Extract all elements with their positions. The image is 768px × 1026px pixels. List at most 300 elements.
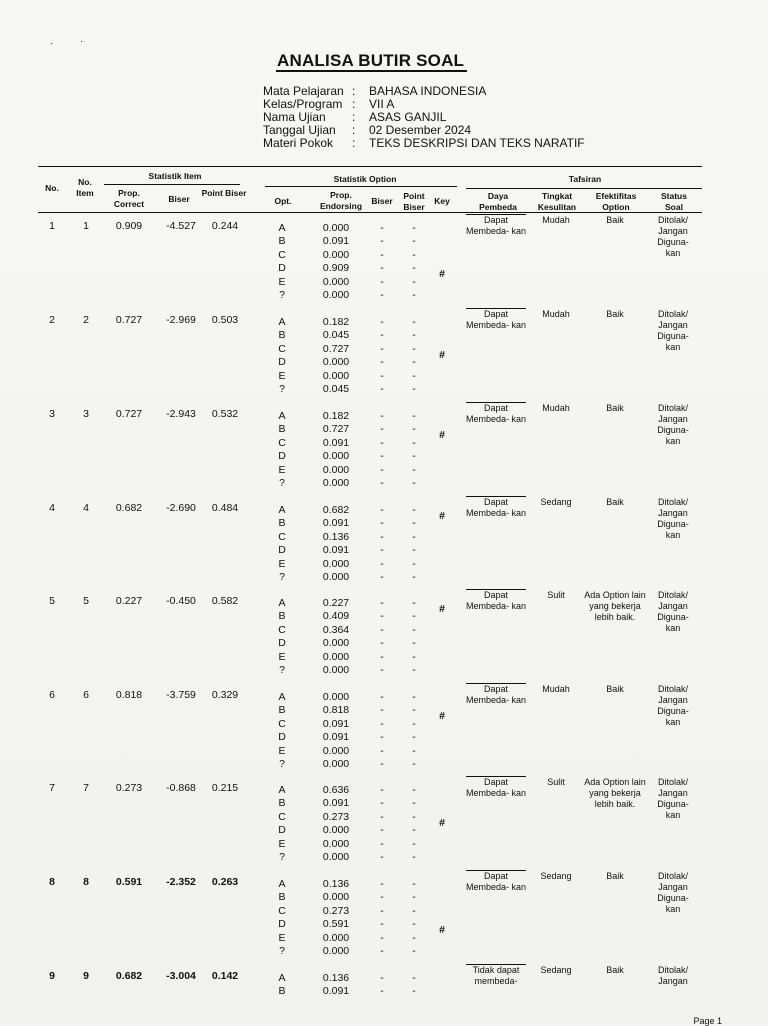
meta-label: Nama Ujian [263,110,326,124]
option-biser-value: - [380,530,384,543]
option-letter: B [278,235,286,248]
option-biser-value: - [380,731,384,744]
header-efektifitas-option: Efektifitas Option [595,191,637,212]
option-letter: ? [279,383,285,395]
daya-pembeda-text: Dapat Membeda- kan [465,497,527,518]
prop-endorsing-value: 0.000 [322,289,350,301]
point-biser-value: 0.484 [211,502,239,514]
option-point-biser-value: - [412,423,416,436]
option-biser-value: - [380,650,384,663]
status-soal-text: Ditolak/ Jangan Diguna- kan [657,871,689,914]
option-letter: A [278,878,286,890]
prop-endorsing-value: 0.227 [322,597,350,609]
row-item-no: 2 [83,314,89,326]
prop-endorsing-value: 0.000 [322,275,350,288]
option-point-biser-value: - [412,691,416,703]
option-letter: ? [279,758,285,770]
option-point-biser-value: - [412,248,416,261]
option-biser-value: - [380,837,384,850]
row-item-no: 1 [83,220,89,232]
point-biser-value: 0.532 [211,408,239,420]
option-biser-value: - [380,637,384,650]
prop-endorsing-value: 0.000 [322,650,350,663]
point-biser-value: 0.329 [211,689,239,701]
statistik-option-rule [265,186,457,187]
daya-pembeda-text: Dapat Membeda- kan [465,684,527,705]
biser-value: -0.450 [166,595,196,607]
tingkat-kesulitan-text: Sulit [547,777,565,787]
point-biser-value: 0.582 [211,595,239,607]
option-letter: D [278,544,286,557]
option-point-biser-value: - [412,731,416,744]
option-point-biser-value: - [412,356,416,369]
daya-pembeda-text: Dapat Membeda- kan [465,215,527,236]
prop-endorsing-value: 0.091 [322,436,350,449]
option-biser-value: - [380,610,384,623]
prop-endorsing-value: 0.136 [322,530,350,543]
tingkat-kesulitan-text: Sulit [547,590,565,600]
option-letter: B [278,329,286,342]
option-biser-value: - [380,557,384,570]
meta-label: Tanggal Ujian [263,123,336,137]
option-letter: A [278,504,286,516]
option-letter: E [278,650,286,663]
row-item-no: 4 [83,502,89,514]
option-letter: E [278,275,286,288]
status-soal-text: Ditolak/ Jangan [657,965,688,986]
meta-value: BAHASA INDONESIA [369,84,487,98]
prop-endorsing-value: 0.091 [322,731,350,744]
option-point-biser-value: - [412,810,416,823]
meta-colon: : [352,97,356,111]
option-point-biser-value: - [412,571,416,583]
option-biser-value: - [380,383,384,395]
status-soal-text: Ditolak/ Jangan Diguna- kan [657,497,689,540]
prop-correct-value: 0.727 [115,408,143,420]
prop-endorsing-value: 0.000 [322,945,350,957]
efektifitas-option-text: Baik [606,403,624,413]
option-point-biser-value: - [412,931,416,944]
option-point-biser-value: - [412,557,416,570]
header-tafsiran: Tafsiran [568,174,602,184]
scan-dot: · [50,38,54,49]
option-biser-value: - [380,356,384,369]
row-item-no: 5 [83,595,89,607]
prop-endorsing-value: 0.091 [322,717,350,730]
option-letter: C [278,717,286,730]
status-soal-text: Ditolak/ Jangan Diguna- kan [657,777,689,820]
option-letter: ? [279,664,285,676]
header-daya-pembeda: Daya Pembeda [479,191,517,212]
option-point-biser-value: - [412,878,416,890]
daya-pembeda-text: Dapat Membeda- kan [465,403,527,424]
row-no: 6 [49,689,55,701]
option-point-biser-value: - [412,383,416,395]
option-letter: B [278,517,286,530]
option-biser-value: - [380,222,384,234]
header-key: Key [434,196,450,206]
prop-endorsing-value: 0.000 [322,758,350,770]
prop-endorsing-value: 0.682 [322,504,350,516]
tingkat-kesulitan-text: Mudah [542,215,570,225]
meta-colon: : [352,110,356,124]
option-letter: D [278,824,286,837]
prop-endorsing-value: 0.000 [322,450,350,463]
prop-endorsing-value: 0.000 [322,744,350,757]
option-biser-value: - [380,544,384,557]
option-letter: C [278,248,286,261]
option-letter: E [278,744,286,757]
option-point-biser-value: - [412,436,416,449]
prop-endorsing-value: 0.273 [322,810,350,823]
option-point-biser-value: - [412,945,416,957]
meta-label: Mata Pelajaran [263,84,344,98]
option-letter: C [278,810,286,823]
biser-value: -2.352 [166,876,196,888]
option-point-biser-value: - [412,744,416,757]
option-letter: C [278,436,286,449]
option-letter: C [278,904,286,917]
option-biser-value: - [380,571,384,583]
option-point-biser-value: - [412,891,416,904]
option-biser-value: - [380,664,384,676]
header-opt-biser: Biser [371,196,393,206]
row-item-no: 7 [83,782,89,794]
option-biser-value: - [380,275,384,288]
option-point-biser-value: - [412,316,416,328]
option-letter: C [278,530,286,543]
option-letter: B [278,985,286,998]
option-point-biser-value: - [412,717,416,730]
key-mark: # [439,816,445,829]
option-point-biser-value: - [412,972,416,984]
prop-correct-value: 0.227 [115,595,143,607]
option-biser-value: - [380,597,384,609]
option-biser-value: - [380,784,384,796]
option-letter: ? [279,477,285,489]
option-point-biser-value: - [412,704,416,717]
option-letter: D [278,450,286,463]
prop-endorsing-value: 0.000 [322,824,350,837]
prop-endorsing-value: 0.136 [322,972,350,984]
tingkat-kesulitan-text: Mudah [542,684,570,694]
option-letter: D [278,356,286,369]
key-mark: # [439,710,445,723]
option-letter: B [278,891,286,904]
efektifitas-option-text: Baik [606,965,624,975]
row-item-no: 8 [83,876,89,888]
option-letter: ? [279,945,285,957]
prop-endorsing-value: 0.091 [322,797,350,810]
option-biser-value: - [380,504,384,516]
option-point-biser-value: - [412,650,416,663]
prop-endorsing-value: 0.273 [322,904,350,917]
daya-pembeda-text: Dapat Membeda- kan [465,871,527,892]
prop-correct-value: 0.273 [115,782,143,794]
title-underline [276,70,467,72]
prop-endorsing-value: 0.091 [322,517,350,530]
row-no: 5 [49,595,55,607]
option-point-biser-value: - [412,530,416,543]
biser-value: -4.527 [166,220,196,232]
page-title: ANALISA BUTIR SOAL [277,51,465,70]
prop-endorsing-value: 0.727 [322,423,350,436]
option-point-biser-value: - [412,504,416,516]
meta-label: Kelas/Program [263,97,343,111]
row-item-no: 6 [83,689,89,701]
option-letter: E [278,557,286,570]
option-point-biser-value: - [412,904,416,917]
point-biser-value: 0.244 [211,220,239,232]
option-biser-value: - [380,918,384,931]
table-top-rule [38,166,702,167]
option-biser-value: - [380,329,384,342]
option-biser-value: - [380,410,384,422]
prop-endorsing-value: 0.182 [322,410,350,422]
prop-endorsing-value: 0.000 [322,248,350,261]
page-footer: Page 1 [693,1016,722,1026]
option-letter: ? [279,289,285,301]
efektifitas-option-text: Baik [606,871,624,881]
option-letter: A [278,691,286,703]
option-biser-value: - [380,248,384,261]
option-biser-value: - [380,691,384,703]
option-biser-value: - [380,235,384,248]
prop-endorsing-value: 0.091 [322,544,350,557]
option-biser-value: - [380,342,384,355]
option-letter: ? [279,571,285,583]
prop-correct-value: 0.682 [115,502,143,514]
status-soal-text: Ditolak/ Jangan Diguna- kan [657,215,689,258]
prop-endorsing-value: 0.909 [322,262,350,275]
prop-endorsing-value: 0.000 [322,851,350,863]
meta-value: TEKS DESKRIPSI DAN TEKS NARATIF [369,136,585,150]
option-biser-value: - [380,316,384,328]
header-prop-correct: Prop. Correct [113,188,145,209]
option-point-biser-value: - [412,597,416,609]
header-statistik-option: Statistik Option [333,174,397,184]
option-biser-value: - [380,289,384,301]
key-mark: # [439,348,445,361]
key-mark: # [439,924,445,937]
efektifitas-option-text: Ada Option lain yang bekerja lebih baik. [584,777,646,809]
option-biser-value: - [380,369,384,382]
option-letter: A [278,972,286,984]
option-point-biser-value: - [412,824,416,837]
option-point-biser-value: - [412,410,416,422]
option-letter: C [278,342,286,355]
point-biser-value: 0.142 [211,970,239,982]
key-mark: # [439,429,445,442]
row-no: 3 [49,408,55,420]
option-letter: D [278,918,286,931]
option-letter: A [278,784,286,796]
meta-colon: : [352,84,356,98]
biser-value: -0.868 [166,782,196,794]
option-point-biser-value: - [412,837,416,850]
efektifitas-option-text: Baik [606,215,624,225]
prop-correct-value: 0.909 [115,220,143,232]
option-letter: B [278,704,286,717]
option-biser-value: - [380,904,384,917]
prop-endorsing-value: 0.000 [322,571,350,583]
option-point-biser-value: - [412,463,416,476]
prop-endorsing-value: 0.045 [322,329,350,342]
option-point-biser-value: - [412,797,416,810]
daya-pembeda-text: Tidak dapat membeda- [472,965,520,986]
option-point-biser-value: - [412,851,416,863]
option-biser-value: - [380,985,384,998]
option-point-biser-value: - [412,517,416,530]
option-point-biser-value: - [412,329,416,342]
option-biser-value: - [380,262,384,275]
daya-pembeda-text: Dapat Membeda- kan [465,590,527,611]
option-letter: A [278,410,286,422]
option-letter: D [278,637,286,650]
tingkat-kesulitan-text: Mudah [542,309,570,319]
option-letter: B [278,610,286,623]
prop-endorsing-value: 0.000 [322,637,350,650]
point-biser-value: 0.263 [211,876,239,888]
meta-value: 02 Desember 2024 [369,123,472,137]
prop-endorsing-value: 0.409 [322,610,350,623]
option-point-biser-value: - [412,784,416,796]
option-biser-value: - [380,758,384,770]
option-biser-value: - [380,891,384,904]
option-letter: B [278,423,286,436]
option-biser-value: - [380,797,384,810]
prop-endorsing-value: 0.000 [322,837,350,850]
option-point-biser-value: - [412,477,416,489]
prop-endorsing-value: 0.636 [322,784,350,796]
prop-endorsing-value: 0.000 [322,356,350,369]
statistik-item-rule [104,184,240,185]
option-point-biser-value: - [412,262,416,275]
efektifitas-option-text: Baik [606,497,624,507]
point-biser-value: 0.503 [211,314,239,326]
tingkat-kesulitan-text: Mudah [542,403,570,413]
option-letter: A [278,222,286,234]
option-biser-value: - [380,517,384,530]
option-point-biser-value: - [412,289,416,301]
prop-endorsing-value: 0.000 [322,691,350,703]
meta-value: VII A [369,97,395,111]
option-letter: A [278,597,286,609]
meta-value: ASAS GANJIL [369,110,447,124]
row-no: 2 [49,314,55,326]
option-letter: D [278,731,286,744]
prop-endorsing-value: 0.364 [322,623,350,636]
header-opt: Opt. [274,196,292,206]
option-biser-value: - [380,463,384,476]
prop-correct-value: 0.682 [115,970,143,982]
option-letter: C [278,623,286,636]
option-letter: E [278,369,286,382]
option-point-biser-value: - [412,342,416,355]
tingkat-kesulitan-text: Sedang [540,871,572,881]
option-biser-value: - [380,744,384,757]
option-letter: E [278,931,286,944]
meta-label: Materi Pokok [263,136,334,150]
efektifitas-option-text: Ada Option lain yang bekerja lebih baik. [584,590,646,622]
option-biser-value: - [380,436,384,449]
option-biser-value: - [380,810,384,823]
option-point-biser-value: - [412,222,416,234]
prop-endorsing-value: 0.000 [322,369,350,382]
daya-pembeda-text: Dapat Membeda- kan [465,309,527,330]
row-item-no: 9 [83,970,89,982]
status-soal-text: Ditolak/ Jangan Diguna- kan [657,403,689,446]
option-letter: D [278,262,286,275]
option-point-biser-value: - [412,758,416,770]
prop-endorsing-value: 0.091 [322,235,350,248]
biser-value: -2.690 [166,502,196,514]
key-mark: # [439,510,445,522]
option-letter: A [278,316,286,328]
option-point-biser-value: - [412,544,416,557]
header-prop-endorsing: Prop. Endorsing [319,190,363,211]
header-no: No. [45,183,59,193]
tingkat-kesulitan-text: Sedang [540,497,572,507]
key-mark: # [439,268,445,281]
prop-endorsing-value: 0.000 [322,664,350,676]
option-letter: E [278,837,286,850]
header-status-soal: Status Soal [661,191,687,212]
prop-endorsing-value: 0.182 [322,316,350,328]
option-point-biser-value: - [412,985,416,998]
option-biser-value: - [380,931,384,944]
status-soal-text: Ditolak/ Jangan Diguna- kan [657,684,689,727]
biser-value: -3.759 [166,689,196,701]
option-point-biser-value: - [412,235,416,248]
option-biser-value: - [380,423,384,436]
biser-value: -3.004 [166,970,196,982]
option-letter: ? [279,851,285,863]
header-opt-point-biser: Point Biser [403,191,425,212]
option-biser-value: - [380,717,384,730]
option-biser-value: - [380,851,384,863]
prop-endorsing-value: 0.045 [322,383,350,395]
option-point-biser-value: - [412,450,416,463]
point-biser-value: 0.215 [211,782,239,794]
prop-endorsing-value: 0.000 [322,477,350,489]
option-biser-value: - [380,704,384,717]
option-biser-value: - [380,623,384,636]
scan-dot: · [80,36,84,47]
option-biser-value: - [380,972,384,984]
biser-value: -2.969 [166,314,196,326]
prop-correct-value: 0.727 [115,314,143,326]
header-tingkat-kesulitan: Tingkat Kesulitan [537,191,577,212]
header-no-item: No. Item [76,177,94,198]
prop-endorsing-value: 0.000 [322,891,350,904]
efektifitas-option-text: Baik [606,684,624,694]
key-mark: # [439,603,445,615]
biser-value: -2.943 [166,408,196,420]
meta-colon: : [352,136,356,150]
row-no: 4 [49,502,55,514]
tingkat-kesulitan-text: Sedang [540,965,572,975]
row-no: 9 [49,970,55,982]
prop-endorsing-value: 0.727 [322,342,350,355]
row-item-no: 3 [83,408,89,420]
prop-endorsing-value: 0.000 [322,557,350,570]
prop-endorsing-value: 0.000 [322,931,350,944]
prop-correct-value: 0.818 [115,689,143,701]
option-letter: E [278,463,286,476]
option-point-biser-value: - [412,664,416,676]
prop-endorsing-value: 0.136 [322,878,350,890]
